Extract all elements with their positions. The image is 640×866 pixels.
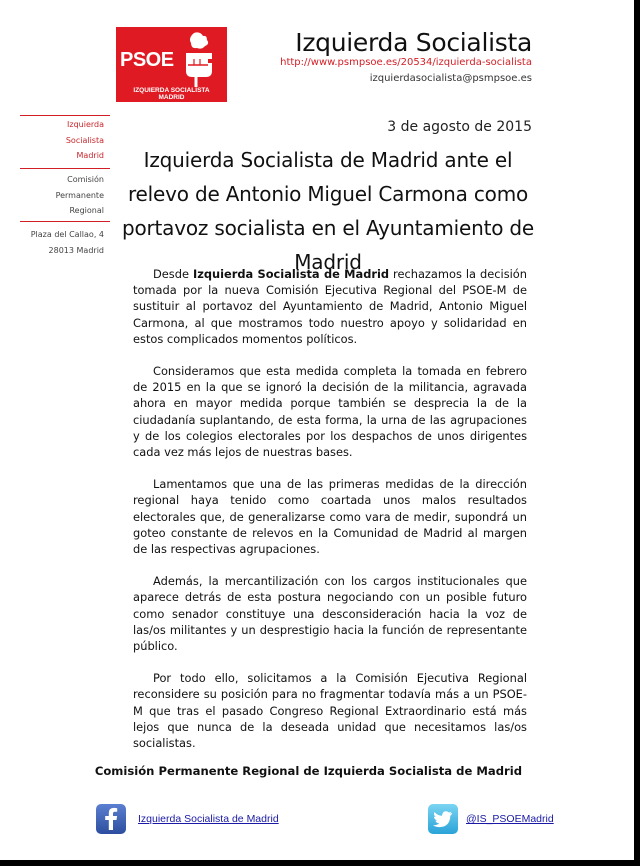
paragraph: [133, 266, 527, 347]
psoe-logo: [116, 27, 227, 102]
paragraph: Consideramos que esta medida completa la tomada en febrero de 2015 en la que se ignoró la decisión de la militancia, agravada ahora en mayor medida porque también se desprecia la de la ciudadanía suplantando, de esta forma, la urna de las agrupaciones y de los colegios electorales por los despachos de unos dirigentes cada vez más lejos de nuestras bases.: [133, 364, 527, 460]
organization-url[interactable]: http://www.psmpsoe.es/20534/izquierda-socialista: [280, 57, 532, 68]
paragraph-emphasis: Izquierda Socialista de Madrid: [192, 267, 390, 281]
sidebar-line: 28013 Madrid: [48, 245, 104, 255]
sidebar-address: [20, 227, 104, 258]
sidebar-divider: [20, 168, 110, 169]
sidebar-commission: [20, 172, 104, 219]
sidebar-line: Plaza del Callao, 4: [30, 230, 104, 239]
paragraph: Además, la mercantilización con los cargos institucionales que aparece detrás de esta postura negociando con un posible futuro como senador constituye una desconsideración hacia la voz de las/os militantes y un desprestigio hacia la función de representante público.: [133, 574, 527, 654]
sidebar-line: Socialista: [65, 135, 104, 145]
logo-brand-text: PSOE: [120, 49, 174, 71]
facebook-link[interactable]: Izquierda Socialista de Madrid: [138, 813, 279, 825]
sidebar-line: Permanente: [55, 190, 104, 200]
paragraph-text: rechazamos la decisión tomada por la nueva Comisión Ejecutiva Regional del PSOE-M de sustituir al portavoz del Ayuntamiento de Madrid, Antonio Miguel Carmona, al que mostramos todo nuestro apoyo y solidaridad en estos complicados momentos políticos.: [133, 267, 527, 346]
facebook-icon[interactable]: [96, 804, 126, 834]
logo-subtitle-line1: IZQUIERDA SOCIALISTA: [133, 87, 210, 94]
sidebar-divider: [20, 115, 110, 116]
paragraph-lead: Desde: [153, 267, 193, 281]
twitter-link[interactable]: @IS_PSOEMadrid: [466, 813, 554, 825]
sidebar-line: Izquierda: [67, 120, 104, 129]
twitter-bird-icon[interactable]: [428, 804, 458, 834]
document-signature: Comisión Permanente Regional de Izquierda Socialista de Madrid: [94, 764, 522, 778]
paragraph: Lamentamos que una de las primeras medidas de la dirección regional haya tenido como coartada unos malos resultados electorales que, de generalizarse como vara de medir, supondrá un goteo constante de relevos en la Comunidad de Madrid al margen de las respectivas agrupaciones.: [133, 477, 527, 557]
logo-subtitle-line2: MADRID: [158, 94, 185, 101]
sidebar-line: Madrid: [76, 151, 104, 160]
document-title: Izquierda Socialista de Madrid ante el relevo de Antonio Miguel Carmona como portavoz socialista en el Ayuntamiento de Madrid: [121, 148, 535, 274]
organization-email[interactable]: izquierdasocialista@psmpsoe.es: [369, 73, 532, 84]
organization-title: Izquierda Socialista: [295, 28, 532, 57]
document-date: 3 de agosto de 2015: [387, 119, 532, 135]
fist-rose-icon: [174, 31, 224, 89]
paragraph: Por todo ello, solicitamos a la Comisión Ejecutiva Regional reconsidere su posición para no fragmentar todavía más a un PSOE-M que tras el pasado Congreso Regional Extraordinario está más lejos que nunca de la deseada unidad que necesitamos las/os socialistas.: [133, 671, 527, 751]
sidebar-line: Comisión: [67, 175, 104, 184]
sidebar-organization: [20, 117, 104, 164]
sidebar-divider: [20, 221, 110, 222]
document-body: [133, 266, 527, 767]
sidebar-line: Regional: [69, 206, 104, 215]
